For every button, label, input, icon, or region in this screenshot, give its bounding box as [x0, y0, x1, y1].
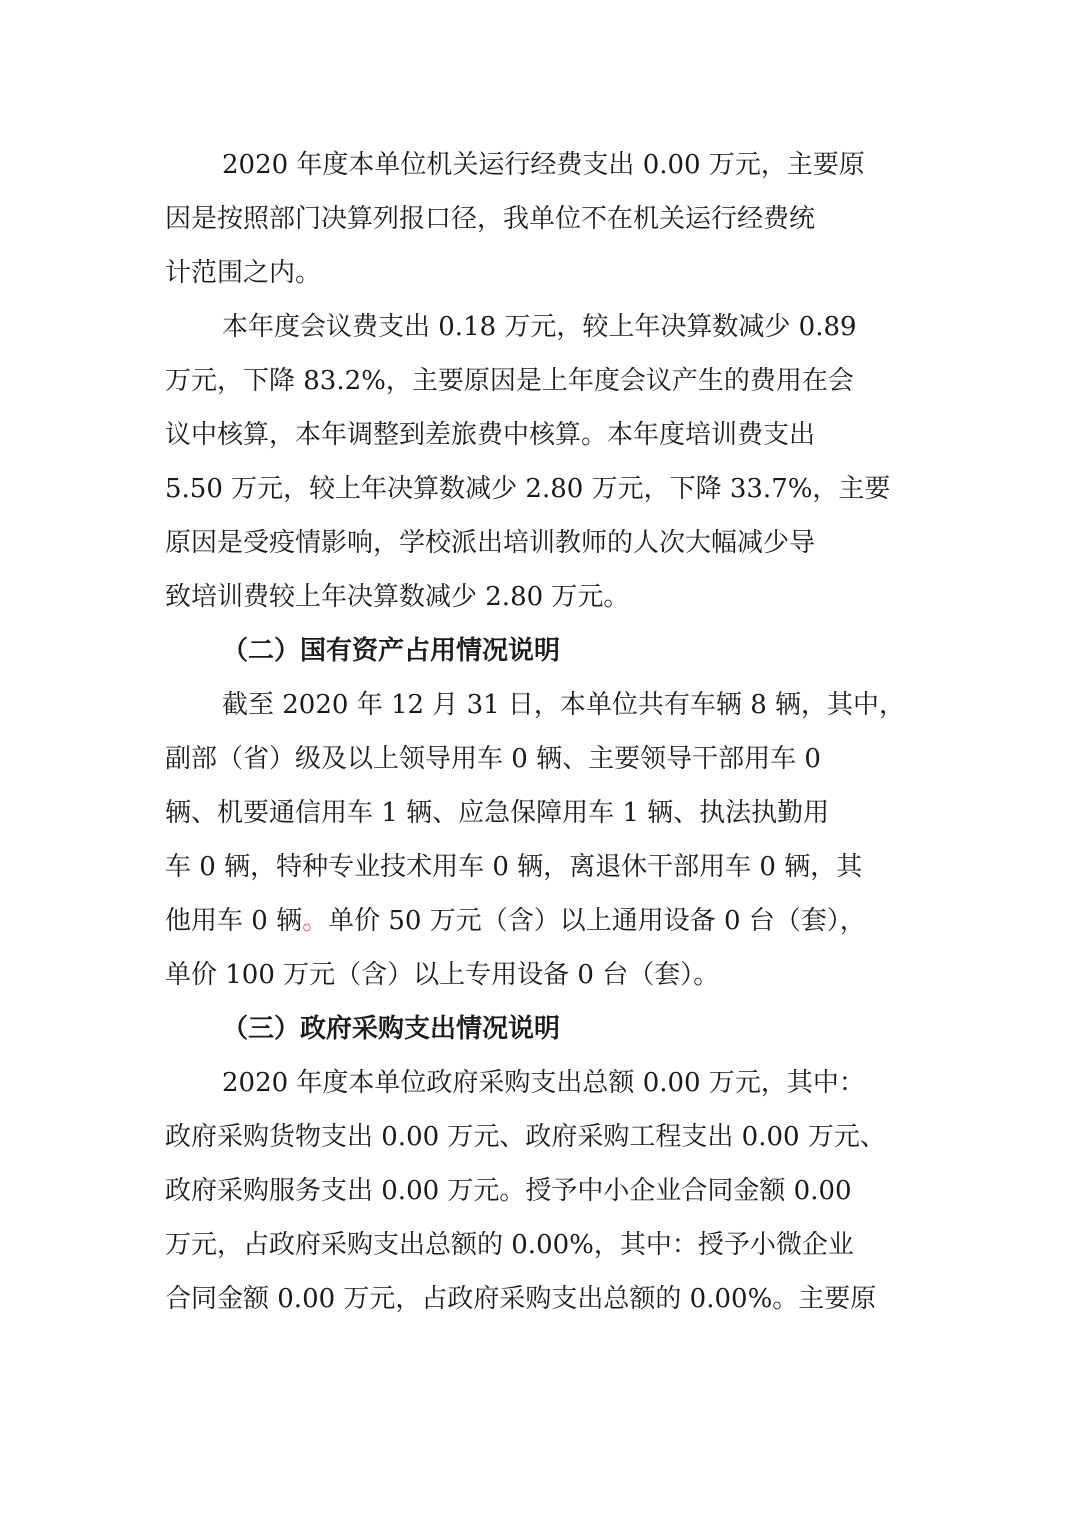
paragraph-procurement [165, 1056, 935, 1326]
text-line: 致培训费较上年决算数减少 2.80 万元。 [165, 582, 630, 612]
text-line: 万元，占政府采购支出总额的 0.00%，其中：授予小微企业 [165, 1230, 854, 1260]
text-line: 万元，下降 83.2%，主要原因是上年度会议产生的费用在会 [165, 366, 854, 396]
text-line [165, 894, 935, 948]
section-heading-state-assets: （二）国有资产占用情况说明 [222, 636, 561, 666]
text-line: 本年度会议费支出 0.18 万元，较上年决算数减少 0.89 [222, 312, 857, 342]
document-page [165, 138, 935, 1326]
text-line: 单价 100 万元（含）以上专用设备 0 台（套）。 [165, 960, 720, 990]
section-heading-government-procurement: （三）政府采购支出情况说明 [222, 1014, 561, 1044]
text-line: 政府采购货物支出 0.00 万元、政府采购工程支出 0.00 万元、 [165, 1122, 886, 1152]
text-line: 议中核算，本年调整到差旅费中核算。本年度培训费支出 [165, 420, 816, 450]
text-line: 辆、机要通信用车 1 辆、应急保障用车 1 辆、执法执勤用 [165, 798, 830, 828]
text-line: 车 0 辆，特种专业技术用车 0 辆，离退休干部用车 0 辆，其 [165, 852, 863, 882]
paragraph-vehicles-equipment [165, 678, 935, 1002]
text-line: 因是按照部门决算列报口径，我单位不在机关运行经费统 [165, 204, 816, 234]
text-line: 政府采购服务支出 0.00 万元。授予中小企业合同金额 0.00 [165, 1176, 852, 1206]
text-line: 副部（省）级及以上领导用车 0 辆、主要领导干部用车 0 [165, 744, 821, 774]
paragraph-meeting-training-fees [165, 300, 935, 624]
highlighted-punctuation: 。 [302, 906, 329, 936]
text-line: 原因是受疫情影响，学校派出培训教师的人次大幅减少导 [165, 528, 816, 558]
text-line: 计范围之内。 [165, 258, 322, 288]
text-line: 合同金额 0.00 万元，占政府采购支出总额的 0.00%。主要原 [165, 1284, 877, 1314]
text-segment: 单价 50 万元（含）以上通用设备 0 台（套）， [328, 906, 866, 936]
text-segment: 他用车 0 辆 [165, 906, 303, 936]
text-line: 5.50 万元，较上年决算数减少 2.80 万元，下降 33.7%，主要 [165, 474, 891, 504]
text-line: 截至 2020 年 12 月 31 日，本单位共有车辆 8 辆，其中， [222, 690, 905, 720]
text-line: 2020 年度本单位机关运行经费支出 0.00 万元，主要原 [222, 150, 865, 180]
paragraph-operating-expenses [165, 138, 935, 300]
text-line: 2020 年度本单位政府采购支出总额 0.00 万元，其中： [222, 1068, 865, 1098]
